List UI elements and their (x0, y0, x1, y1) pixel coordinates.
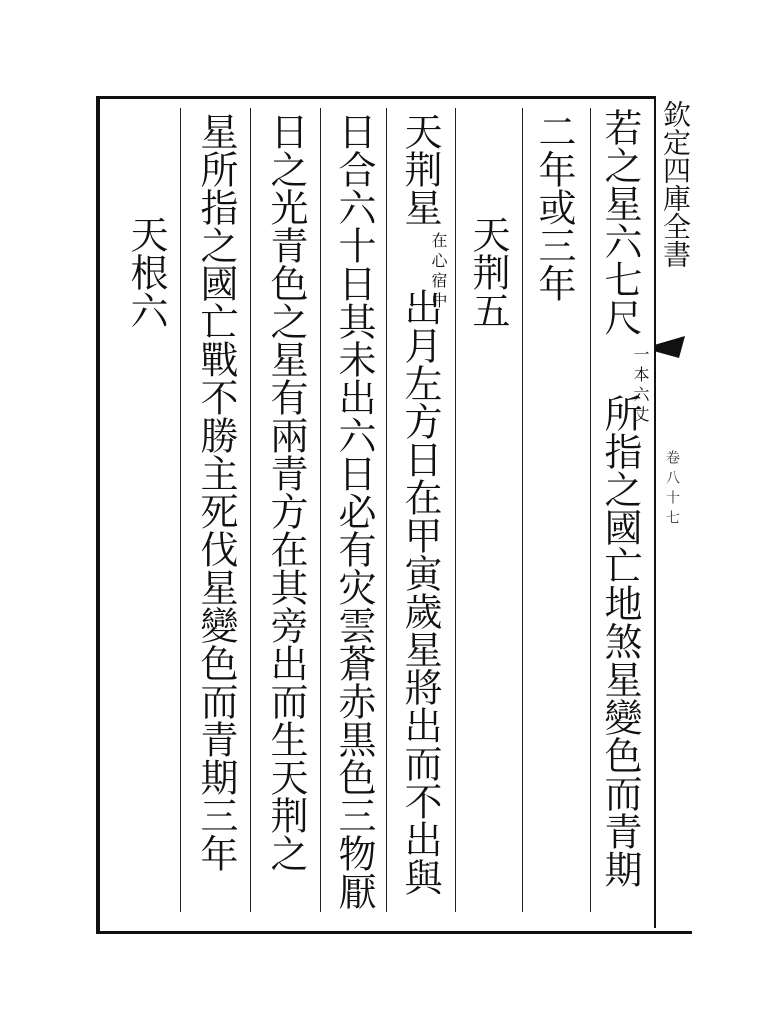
juan-number: 卷八十七 (664, 450, 680, 530)
annotation-column-1: 一本六丈 (631, 346, 650, 426)
text-column-1-continued: 所指之國亡地煞星變色而青期 (598, 394, 642, 888)
annotation-column-4: 在心宿中 (429, 232, 448, 312)
column-rule (455, 108, 456, 912)
column-rule (590, 108, 591, 912)
column-rule (250, 108, 251, 912)
text-column-3: 天荆五 (466, 215, 510, 329)
text-column-5: 日合六十日其未出六日必有灾雲蒼赤黒色三物厭 (332, 112, 376, 910)
column-rule (180, 108, 181, 912)
column-rule (522, 108, 523, 912)
text-column-4-continued: 出月左方日在甲寅歲星將出而不出與 (398, 288, 442, 896)
column-rule (320, 108, 321, 912)
text-column-7: 星所指之國亡戰不勝主死伐星變色而青期三年 (194, 112, 238, 872)
text-column-1: 若之星六七尺 (598, 108, 642, 336)
text-column-8: 天根六 (124, 215, 168, 329)
text-column-4: 天荆星 (398, 112, 442, 226)
column-rule (386, 108, 387, 912)
text-column-6: 日之光青色之星有兩青方在其旁出而生天荆之 (264, 112, 308, 872)
text-column-2: 二年或三年 (532, 112, 576, 302)
book-title: 欽定四庫全書 (659, 100, 692, 268)
